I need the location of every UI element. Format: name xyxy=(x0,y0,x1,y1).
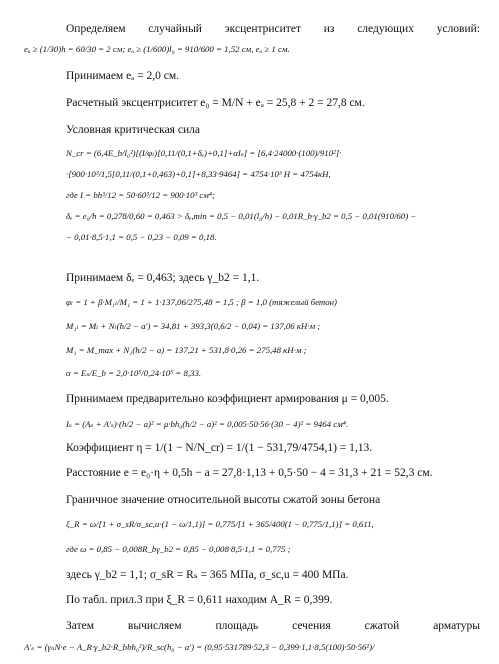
formula-line: M₁ = M_max + N₁(h/2 − a) = 137,21 + 531,8·0,26 = 275,48 кН·м ; xyxy=(66,345,307,355)
formula-line: где ω = 0,85 − 0,008R_bγ_b2 = 0,85 − 0,008·8,5·1,1 = 0,775 ; xyxy=(66,544,291,554)
text-line: По табл. прил.3 при ξ_R = 0,611 находим A_R = 0,399. xyxy=(66,594,333,606)
formula-line: ·[900·10³/1,5[0,11/(0,1+0,463)+0,1]+8,33·9464] = 4754·10³ Н = 4754кН, xyxy=(66,169,331,179)
text-line: Принимаем предварительно коэффициент армирования μ = 0,005. xyxy=(66,393,389,405)
formula-line: α = Eₛ/E_b = 2,0·10⁵/0,24·10⁵ = 8,33. xyxy=(66,368,202,378)
text-line: Коэффициент η = 1/(1 − N/N_cr) = 1/(1 − 531,79/4754,1) = 1,13. xyxy=(66,442,373,454)
text-line: Определяем случайный эксцентриситет из следующих условий: xyxy=(66,23,480,35)
text-line: Принимаем eₐ = 2,0 см. xyxy=(66,70,180,82)
formula-line: δₑ = e₀/h = 0,278/0,60 = 0,463 > δₑ,min = 0,5 − 0,01(l₀/h) − 0,01R_b·γ_b2 = 0,5 − 0,01(910/60) − xyxy=(66,211,417,221)
formula-line: N_cr = (6,4E_b/l₀²)[(I/φₗ)[0,11/(0,1+δₑ)+0,1]+αIₛ] = [6,4·24000·(100)/910²]· xyxy=(66,148,342,158)
text-line: здесь γ_b2 = 1,1; σ_sR = Rₛ = 365 МПа, σ_sc,u = 400 МПа. xyxy=(66,569,349,581)
formula-line: где I = bh³/12 = 50·60³/12 = 900·10³ см⁴; xyxy=(66,190,215,200)
text-line: Принимаем δₑ = 0,463; здесь γ_b2 = 1,1. xyxy=(66,272,260,284)
formula-line: A′ₛ = (γₙN·e − A_R·γ_b2·R_bbh₀²)/R_sc(h₀ − a′) = (0,95·531789·52,3 − 0,399·1,1·8,5(100)·50·56²)/ xyxy=(24,642,375,652)
formula-line: − 0,01·8,5·1,1 = 0,5 − 0,23 − 0,09 = 0,18. xyxy=(66,232,217,242)
text-line: Расчетный эксцентриситет e₀ = M/N + eₐ = 25,8 + 2 = 27,8 см. xyxy=(66,97,365,109)
formula-line: Iₛ = (Aₛ + A′ₛ)·(h/2 − a)² = μ·bh₀(h/2 − a)² = 0,005·50·56·(30 − 4)² = 9464 см⁴. xyxy=(66,419,349,429)
formula-line: M₁ₗ = Mₗ + Nₗ(h/2 − a′) = 34,81 + 393,3(0,6/2 − 0,04) = 137,06 кН·м ; xyxy=(66,321,321,331)
formula-line: φₗ = 1 + β·M₁ₗ/M₁ = 1 + 1·137,06/275,48 = 1,5 ; β = 1,0 (тяжелый бетон) xyxy=(66,297,337,307)
formula-line: eₐ ≥ (1/30)h = 60/30 = 2 см; eₐ ≥ (1/600)l₀ = 910/600 = 1,52 см, eₐ ≥ 1 см. xyxy=(24,44,290,54)
text-line: Затем вычисляем площадь сечения сжатой арматуры xyxy=(66,620,480,632)
formula-line: ξ_R = ω/[1 + σ_sR/σ_sc,u·(1 − ω/1,1)] = 0,775/[1 + 365/400(1 − 0,775/1,1)] = 0,611, xyxy=(66,519,374,529)
text-line: Условная критическая сила xyxy=(66,124,200,136)
text-line: Расстояние e = e₀·η + 0,5h − a = 27,8·1,13 + 0,5·50 − 4 = 31,3 + 21 = 52,3 см. xyxy=(66,467,433,479)
text-line: Граничное значение относительной высоты сжатой зоны бетона xyxy=(66,494,381,506)
